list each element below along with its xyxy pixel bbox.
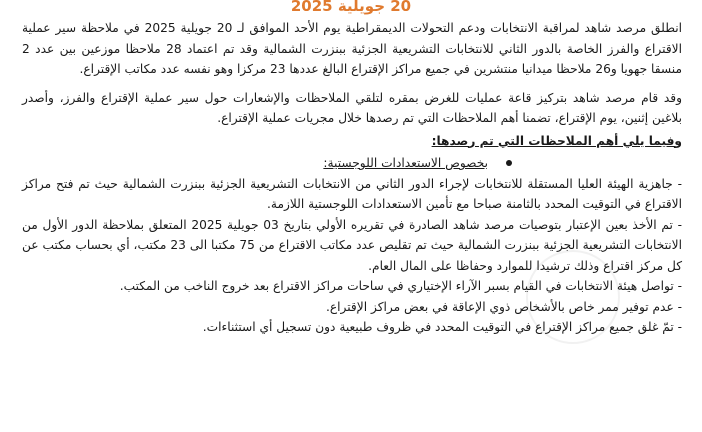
logistics-heading-text: بخصوص الاستعدادات اللوجستية:	[323, 156, 488, 170]
observations-intro: وفيما يلي أهم الملاحظات التي تم رصدها:	[431, 133, 682, 148]
logistics-section-heading	[22, 153, 682, 174]
intro-paragraph: انطلق مرصد شاهد لمراقبة الانتخابات ودعم التحولات الديمقراطية يوم الأحد الموافق لـ 20 جويلية 2025 في ملاحظة سير عملية الاقتراع والفرز الخاصة بالدور الثاني للانتخابات التشريعية الجزئية ببنزرت الشمالية وقد تم اعتماد 28 ملاحظا موزعين بين عدد 2 منسقا جهويا و26 ملاحظا ميدانيا منتشرين في جميع مراكز الإقتراع البالغ عددها 23 مركزا وهو نفسه عدد مكاتب الإقتراع.	[22, 21, 682, 76]
observation-item-1: - جاهزية الهيئة العليا المستقلة للانتخابات لإجراء الدور الثاني من الانتخابات التشريعية الجزئية ببنزرت الشمالية حيث تم فتح مراكز الاقتراع في التوقيت المحدد بالثامنة صباحا مع تأمين الاستعدادات اللوجستية اللازمة.	[22, 176, 682, 211]
observation-item-3: - تواصل هيئة الانتخابات في القيام بسبر الآراء الإختياري في ساحات مراكز الاقتراع بعد خروج الناخب من المكتب.	[119, 279, 682, 293]
observation-item-2: - تم الأخذ بعين الإعتبار بتوصيات مرصد شاهد الصادرة في تقريره الأولي بتاريخ 03 جويلية 2025 المتعلق بملاحظة الدور الأول من الانتخابات التشريعية الجزئية ببنزرت الشمالية حيث تم تقليص عدد مكاتب الاقتراع من 75 مكتبا الى 23 مكتب، أي بحساب مكتب عن كل مركز اقتراع وذلك ترشيدا للموارد وحفاظا على المال العام.	[22, 217, 682, 273]
observation-item-5: - تمّ غلق جميع مراكز الإقتراع في التوقيت المحدد في ظروف طبيعية دون تسجيل أي استثناءات.	[202, 320, 682, 334]
bullet-icon	[506, 160, 512, 166]
operations-room-paragraph: وقد قام مرصد شاهد بتركيز قاعة عمليات للغرض بمقره لتلقي الملاحظات والإشعارات حول سير عملية الإقتراع والفرز، وأصدر بلاغين إثنين، يوم الإقتراع، تضمنا أهم الملاحظات التي تم رصدها خلال مجريات عملية الإقتراع.	[22, 90, 682, 125]
report-body	[22, 18, 682, 338]
observation-item-4: - عدم توفير ممر خاص بالأشخاص ذوي الإعاقة في بعض مراكز الإقتراع.	[326, 299, 682, 314]
report-date-title: 20 جويلية 2025	[290, 0, 412, 15]
